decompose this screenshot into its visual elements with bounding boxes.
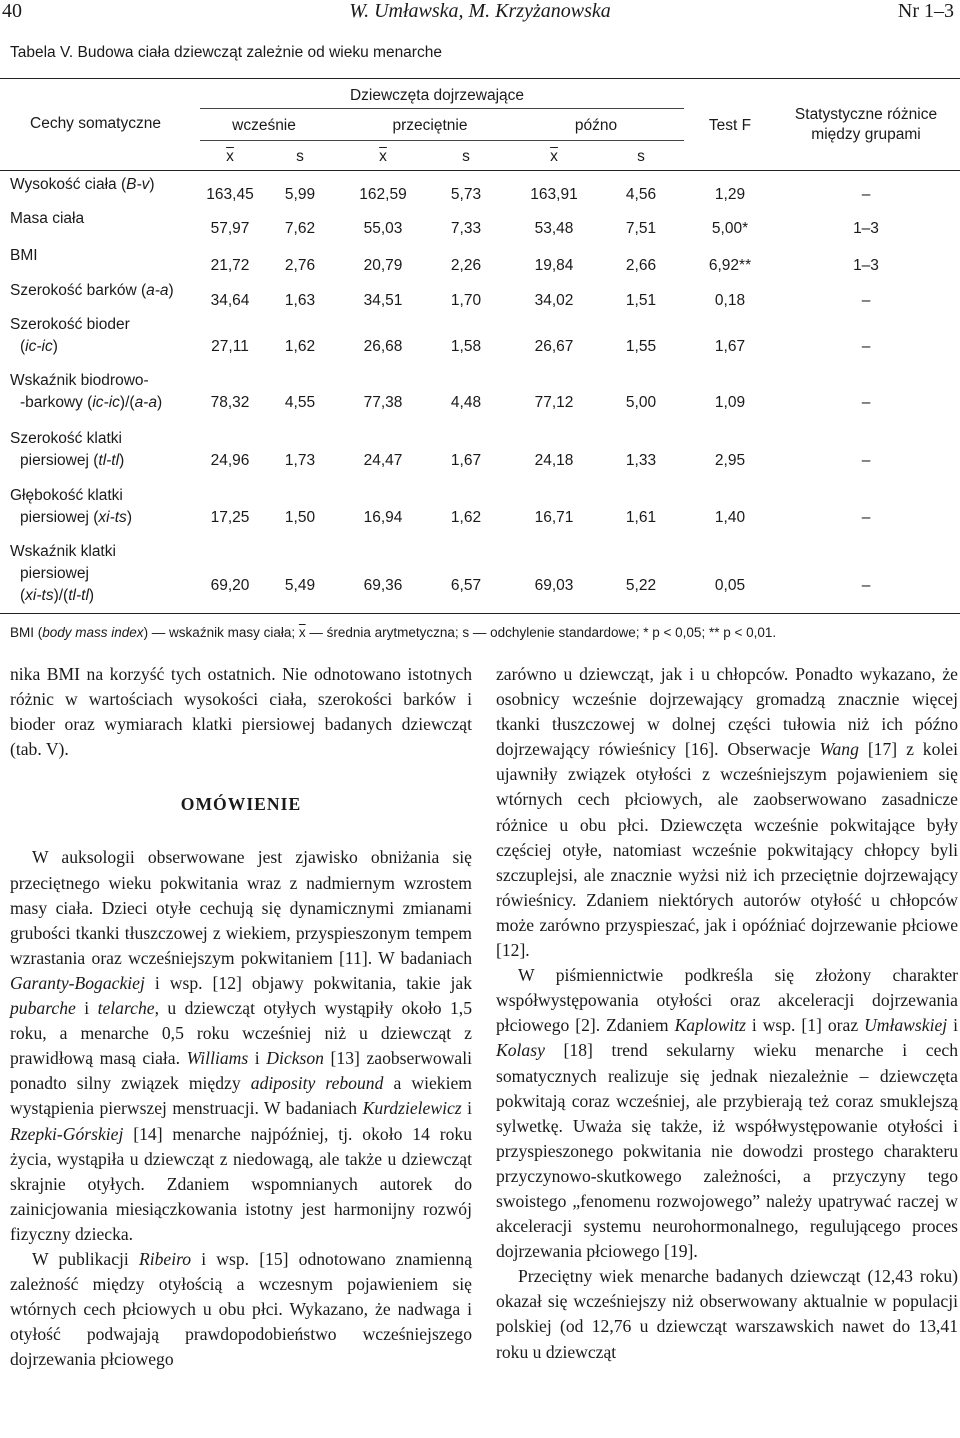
note-italic: body mass index [42, 625, 144, 640]
row-label [10, 208, 84, 230]
mean-symbol: $\overline{x}$ [550, 148, 558, 165]
row-label [10, 280, 174, 302]
table-cell: 2,26 [450, 257, 482, 274]
col-header-group: Dziewczęta dojrzewające [349, 87, 525, 104]
row-label [10, 370, 162, 414]
col-header-stat-2: między grupami [811, 126, 921, 143]
row-label [10, 485, 132, 529]
table-rule-top [0, 78, 960, 79]
row-label-part: piersiowej [20, 565, 89, 582]
mean-symbol: $\overline{x}$ [226, 148, 234, 165]
row-label-part: ic-ic [92, 394, 120, 411]
row-label-part: piersiowej ( [20, 509, 99, 526]
table-cell: 4,48 [450, 394, 482, 411]
row-label [10, 428, 124, 472]
row-label-part: ) [126, 509, 132, 526]
page-number: 40 [2, 0, 22, 22]
paragraph: nika BMI na korzyść tych ostatnich. Nie odnotowano istotnych różnic w wartościach wysokości ciała, szerokości barków i bioder oraz wymiarach klatki piersiowej badanych dziewcząt (tab. V). [10, 664, 472, 760]
row-label-part: Szerokość klatki [10, 430, 122, 447]
issue-number: Nr 1–3 [897, 0, 954, 22]
table-cell: – [861, 452, 871, 469]
table-cell: 5,49 [284, 577, 316, 594]
table-rule-header [0, 170, 960, 171]
table-cell: 78,32 [210, 394, 250, 411]
table-cell: 5,99 [284, 186, 316, 203]
col-header-cechy: Cechy somatyczne [30, 115, 161, 132]
table-cell: 17,25 [210, 509, 250, 526]
note-text: ) — wskaźnik masy ciała; [143, 625, 299, 640]
table-caption: Tabela V. Budowa ciała dziewcząt zależnie od wieku menarche [10, 44, 442, 61]
table-cell: 1,70 [450, 292, 482, 309]
table-cell: 2,95 [714, 452, 746, 469]
row-label-part: Wskaźnik klatki [10, 543, 116, 560]
table-cell: – [861, 509, 871, 526]
table-cell: 1,63 [284, 292, 316, 309]
paragraph: Przeciętny wiek menarche badanych dziewcząt (12,43 roku) okazał się wcześniejszy niż obserwowany aktualnie w populacji polskiej (od 12,76 u dziewcząt warszawskich nawet do 13,41 roku u dziewcząt [496, 1266, 958, 1362]
row-label [10, 174, 155, 196]
running-header [0, 0, 960, 26]
table-cell: 1–3 [853, 220, 879, 237]
table-cell: 7,51 [625, 220, 657, 237]
table-cell: 163,91 [530, 186, 578, 203]
table-cell: 5,00 [625, 394, 657, 411]
col-header-testf: Test F [708, 117, 752, 134]
table-cell: 4,56 [625, 186, 657, 203]
table-cell: 163,45 [206, 186, 254, 203]
left-column [10, 662, 472, 1372]
table-cell: 69,03 [534, 577, 574, 594]
subheader-rule [200, 108, 684, 109]
table-cell: 1,09 [714, 394, 746, 411]
table-cell: 1,73 [284, 452, 316, 469]
table-cell: 7,33 [450, 220, 482, 237]
row-label-part: Szerokość barków ( [10, 282, 147, 299]
table-cell: 5,73 [450, 186, 482, 203]
table-cell: – [861, 577, 871, 594]
table-cell: 1,50 [284, 509, 316, 526]
row-label-part: tl-tl [68, 587, 89, 604]
table-cell: 2,76 [284, 257, 316, 274]
row-label-part: xi-ts [25, 587, 54, 604]
row-label-part: )/( [53, 587, 69, 604]
table-cell: 53,48 [534, 220, 574, 237]
row-label-part: ( [20, 338, 26, 355]
table-cell: 24,18 [534, 452, 574, 469]
sd-symbol: s [462, 148, 470, 165]
table-note [10, 625, 776, 640]
paragraph: W publikacji Ribeiro i wsp. [15] odnotowano znamienną zależność między otyłością a wczesnym pojawieniem się wtórnych cech płciowych u obu płci. Wykazano, że nadwaga i otyłość podwajają prawdopodobieństwo wcześniejszego dojrzewania płciowego [10, 1248, 472, 1370]
table-cell: 55,03 [363, 220, 403, 237]
table-cell: 20,79 [363, 257, 403, 274]
table-cell: 162,59 [359, 186, 407, 203]
paragraph: W auksologii obserwowane jest zjawisko obniżania się przeciętnego wieku pokwitania wraz z nadmiernym wzrostem masy ciała. Dzieci otyłe cechują się dynamicznymi zmianami grubości tkanki tłuszczowej z wiekiem, przyspieszonym tempem wzrastania oraz wcześniejszym pokwitaniem [11]. W badaniach Garanty-Bogackiej i wsp. [12] objawy pokwitania, takie jak pubarche i telarche, u dziewcząt otyłych wystąpiły około 1,5 roku, a menarche 0,5 roku wcześniej niż u dziewcząt z prawidłową masą ciała. Williams i Dickson [13] zaobserwowali ponadto silny związek między adiposity rebound a wiekiem wystąpienia pierwszej menstruacji. W badaniach Kurdzielewicz i Rzepki-Górskiej [14] menarche najpóźniej, tj. około 14 roku życia, wystąpiła u dziewcząt z niedowagą, ale także u dziewcząt skrajnie otyłych. Zdaniem wspomnianych autorek do zainicjowania miesiączkowania istotny jest harmonijny rozwój fizyczny dziecka. [10, 847, 473, 1244]
table-cell: 6,57 [450, 577, 482, 594]
row-label-part: )/( [119, 394, 135, 411]
row-label-part: B-v [126, 176, 150, 193]
table-cell: 1–3 [853, 257, 879, 274]
row-label-part: ) [52, 338, 58, 355]
row-label-part: ) [149, 176, 155, 193]
table-cell: 24,47 [363, 452, 403, 469]
table-cell: 34,51 [363, 292, 403, 309]
row-label-part: BMI [10, 247, 38, 264]
table-cell: 1,40 [714, 509, 746, 526]
row-label-part: -barkowy ( [20, 394, 93, 411]
table-cell: 57,97 [210, 220, 250, 237]
table-cell: 1,61 [625, 509, 657, 526]
table-cell: – [861, 292, 871, 309]
sd-symbol: s [637, 148, 645, 165]
table-cell: – [861, 338, 871, 355]
row-label-part: Masa ciała [10, 210, 85, 227]
section-heading: OMÓWIENIE [180, 794, 302, 815]
row-label-part: ) [168, 282, 174, 299]
table-cell: 2,66 [625, 257, 657, 274]
table-cell: 77,12 [534, 394, 574, 411]
paragraph: W piśmiennictwie podkreśla się złożony charakter współwystępowania otyłości oraz akceleracji dojrzewania płciowego [2]. Zdaniem Kaplowitz i wsp. [1] oraz Umławskiej i Kolasy [18] trend sekularny wieku menarche i cech somatycznych realizuje się jednak niezależnie – dziewczęta pokwitają coraz wcześniej, ale przybierają też coraz smuklejszą sylwetkę. Uważa się także, iż współwystępowanie otyłości i przyspieszonego pokwitania nie dowodzi prostego charakteru przyczynowo-skutkowego zależności, a przyczyny tego swoistego „fenomenu rozwojowego” należy upatrywać raczej w akceleracji systemu neurohormonalnego, regulującego proces dojrzewania płciowego [19]. [496, 965, 958, 1262]
row-label-part: ) [119, 452, 125, 469]
mean-symbol: $\overline{x}$ [379, 148, 387, 165]
row-label-part: ) [156, 394, 163, 411]
note-mean-symbol: $\overline{x}$ [298, 625, 306, 640]
col-header-stat-1: Statystyczne różnice [794, 106, 938, 123]
table-cell: 1,51 [625, 292, 657, 309]
row-label-part: Wskaźnik biodrowo- [10, 372, 149, 389]
right-column [496, 662, 958, 1365]
table-cell: 34,02 [534, 292, 574, 309]
col-header-pozno: późno [574, 117, 618, 134]
table-cell: 26,67 [534, 338, 574, 355]
row-label-part: Wysokość ciała ( [10, 176, 127, 193]
row-label-part: Szerokość bioder [10, 316, 130, 333]
table-cell: 24,96 [210, 452, 250, 469]
table-cell: 16,94 [363, 509, 403, 526]
table-cell: 1,55 [625, 338, 657, 355]
table-cell: 4,55 [284, 394, 316, 411]
table-cell: 0,18 [714, 292, 746, 309]
table-cell: 69,20 [210, 577, 250, 594]
table-cell: 21,72 [210, 257, 250, 274]
row-label [10, 314, 130, 358]
table-cell: 1,33 [625, 452, 657, 469]
table-cell: 1,58 [450, 338, 482, 355]
table-cell: 1,62 [450, 509, 482, 526]
row-label-part: ) [88, 587, 95, 604]
row-label [10, 245, 38, 267]
row-label [10, 541, 116, 607]
table-cell: 27,11 [211, 338, 249, 355]
table-cell: 77,38 [363, 394, 403, 411]
table-cell: 6,92** [708, 257, 752, 274]
table-cell: 69,36 [363, 577, 403, 594]
table-cell: 7,62 [284, 220, 316, 237]
table-cell: 1,29 [714, 186, 746, 203]
note-text: — średnia arytmetyczna; s — odchylenie standardowe; * p < 0,05; ** p < 0,01. [305, 625, 777, 640]
table-cell: 34,64 [210, 292, 250, 309]
table-cell: 26,68 [363, 338, 403, 355]
paragraph: zarówno u dziewcząt, jak i u chłopców. Ponadto wykazano, że osobnicy wcześnie dojrzewający gromadzą znacznie więcej tkanki tłuszczowej w dolnej części tułowia niż ich późno dojrzewający rówieśnicy [16]. Obserwacje Wang [17] z kolei ujawniły związek otyłości z wcześniejszym pojawieniem się wtórnych cech płciowych, ale zaobserwowano zasadnicze różnice u obu płci. Dziewczęta wcześnie pokwitające były częściej otyłe, natomiast wcześnie pokwitający chłopcy byli szczuplejsi, ale znacznie wyżsi niż ich przeciętnie dojrzewający rówieśnicy. Zdaniem niektórych autorów otyłość u chłopców może zarówno przyspieszać, jak i opóźniać dojrzewanie płciowe [12]. [496, 664, 958, 961]
col-header-przecietnie: przeciętnie [392, 117, 468, 134]
note-text: BMI ( [10, 625, 43, 640]
table-rule-bottom [0, 613, 960, 614]
row-label-part: a-a [134, 394, 157, 411]
subheader-rule-2 [200, 140, 684, 141]
table-cell: – [861, 394, 871, 411]
table-cell: 5,22 [625, 577, 657, 594]
table-cell: 1,67 [450, 452, 482, 469]
table-cell: – [861, 186, 871, 203]
row-label-part: ic-ic [25, 338, 53, 355]
col-header-wczesnie: wcześnie [232, 117, 296, 134]
sd-symbol: s [296, 148, 304, 165]
table-cell: 0,05 [714, 577, 746, 594]
running-authors: W. Umławska, M. Krzyżanowska [349, 0, 611, 22]
row-label-part: tl-tl [98, 452, 120, 469]
table-cell: 1,62 [284, 338, 316, 355]
row-label-part: a-a [146, 282, 169, 299]
row-label-part: ( [20, 587, 26, 604]
row-label-part: xi-ts [98, 509, 127, 526]
table-cell: 19,84 [534, 257, 574, 274]
table-cell: 5,00* [711, 220, 749, 237]
table-cell: 16,71 [534, 509, 574, 526]
table-cell: 1,67 [714, 338, 746, 355]
row-label-part: Głębokość klatki [10, 487, 123, 504]
row-label-part: piersiowej ( [20, 452, 99, 469]
